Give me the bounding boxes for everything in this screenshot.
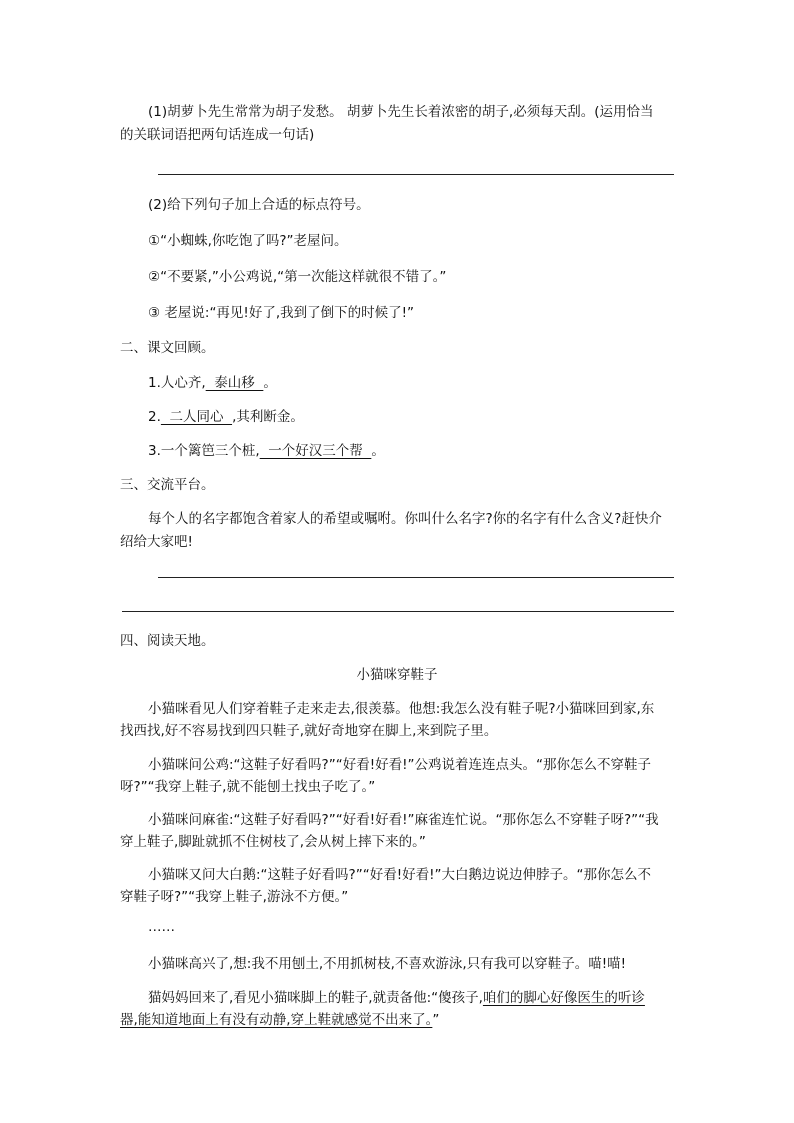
story-title: 小猫咪穿鞋子 bbox=[356, 667, 438, 683]
story-p5: 小猫咪高兴了,想:我不用刨土,不用抓树枝,不喜欢游泳,只有我可以穿鞋子。喵!喵! bbox=[148, 956, 627, 972]
story-ellipsis: …… bbox=[148, 919, 175, 935]
section-4-heading: 四、阅读天地。 bbox=[120, 633, 215, 649]
recall-1-answer: 泰山移 bbox=[205, 375, 264, 391]
recall-3-suffix: 。 bbox=[371, 443, 385, 459]
story-p4-line-2: 穿鞋子呀?”“我穿上鞋子,游泳不方便。” bbox=[120, 889, 349, 905]
recall-1-prefix: 1.人心齐, bbox=[148, 375, 206, 391]
story-p6-line-1 bbox=[148, 989, 645, 1007]
story-p6-text: 猫妈妈回来了,看见小猫咪脚上的鞋子,就责备他:“傻孩子, bbox=[148, 990, 483, 1006]
section-3-text-1: 每个人的名字都饱含着家人的希望或嘱咐。你叫什么名字?你的名字有什么含义?赶快介 bbox=[148, 511, 662, 527]
story-p6-underlined-2: 器,能知道地面上有没有动静,穿上鞋就感觉不出来了。 bbox=[120, 1012, 433, 1028]
section-3-text-2: 绍给大家吧! bbox=[120, 534, 193, 550]
q2-item-2: ②“不要紧,”小公鸡说,“第一次能这样就很不错了。” bbox=[148, 269, 447, 285]
recall-line-1 bbox=[148, 374, 277, 392]
story-p1-line-1: 小猫咪看见人们穿着鞋子走来走去,很羡慕。他想:我怎么没有鞋子呢?小猫咪回到家,东 bbox=[148, 701, 655, 717]
story-p3-line-1: 小猫咪问麻雀:“这鞋子好看吗?”“好看!好看!”麻雀连忙说。“那你怎么不穿鞋子呀?”“我 bbox=[148, 812, 659, 828]
story-p2-line-1: 小猫咪问公鸡:“这鞋子好看吗?”“好看!好看!”公鸡说着连连点头。“那你怎么不穿鞋子 bbox=[148, 757, 652, 773]
q1-line-1: (1)胡萝卜先生常常为胡子发愁。 胡萝卜先生长着浓密的胡子,必须每天刮。(运用恰当 bbox=[148, 104, 654, 120]
story-p4-line-1: 小猫咪又问大白鹅:“这鞋子好看吗?”“好看!好看!”大白鹅边说边伸脖子。“那你怎么不 bbox=[148, 867, 652, 883]
recall-line-3 bbox=[148, 442, 385, 460]
story-p1-line-2: 找西找,好不容易找到四只鞋子,就好奇地穿在脚上,来到院子里。 bbox=[120, 723, 498, 739]
story-p2-line-2: 呀?”“我穿上鞋子,就不能刨土找虫子吃了。” bbox=[120, 779, 376, 795]
story-p6-closing-quote: ” bbox=[432, 1012, 440, 1028]
section-3-heading: 三、交流平台。 bbox=[120, 477, 215, 493]
recall-2-answer: 二人同心 bbox=[160, 409, 233, 425]
q1-answer-line[interactable] bbox=[158, 174, 674, 175]
recall-line-2 bbox=[148, 408, 304, 426]
story-p3-line-2: 穿上鞋子,脚趾就抓不住树枝了,会从树上摔下来的。” bbox=[120, 834, 426, 850]
q2-item-1: ①“小蜘蛛,你吃饱了吗?”老屋问。 bbox=[148, 233, 348, 249]
q2-item-3: ③ 老屋说:“再见!好了,我到了倒下的时候了!” bbox=[148, 305, 415, 321]
recall-1-suffix: 。 bbox=[263, 375, 277, 391]
section-3-answer-line-2[interactable] bbox=[122, 611, 674, 612]
section-2-heading: 二、课文回顾。 bbox=[120, 340, 215, 356]
q2-prompt: (2)给下列句子加上合适的标点符号。 bbox=[148, 197, 370, 213]
recall-2-suffix: ,其利断金。 bbox=[232, 409, 304, 425]
story-p6-line-2 bbox=[120, 1011, 439, 1029]
section-3-answer-line-1[interactable] bbox=[158, 577, 674, 578]
recall-2-prefix: 2. bbox=[148, 409, 161, 425]
recall-3-answer: 一个好汉三个帮 bbox=[259, 443, 372, 459]
recall-3-prefix: 3.一个篱笆三个桩, bbox=[148, 443, 260, 459]
q1-line-2: 的关联词语把两句话连成一句话) bbox=[120, 127, 315, 143]
story-p6-underlined-1: 咱们的脚心好像医生的听诊 bbox=[482, 990, 645, 1006]
